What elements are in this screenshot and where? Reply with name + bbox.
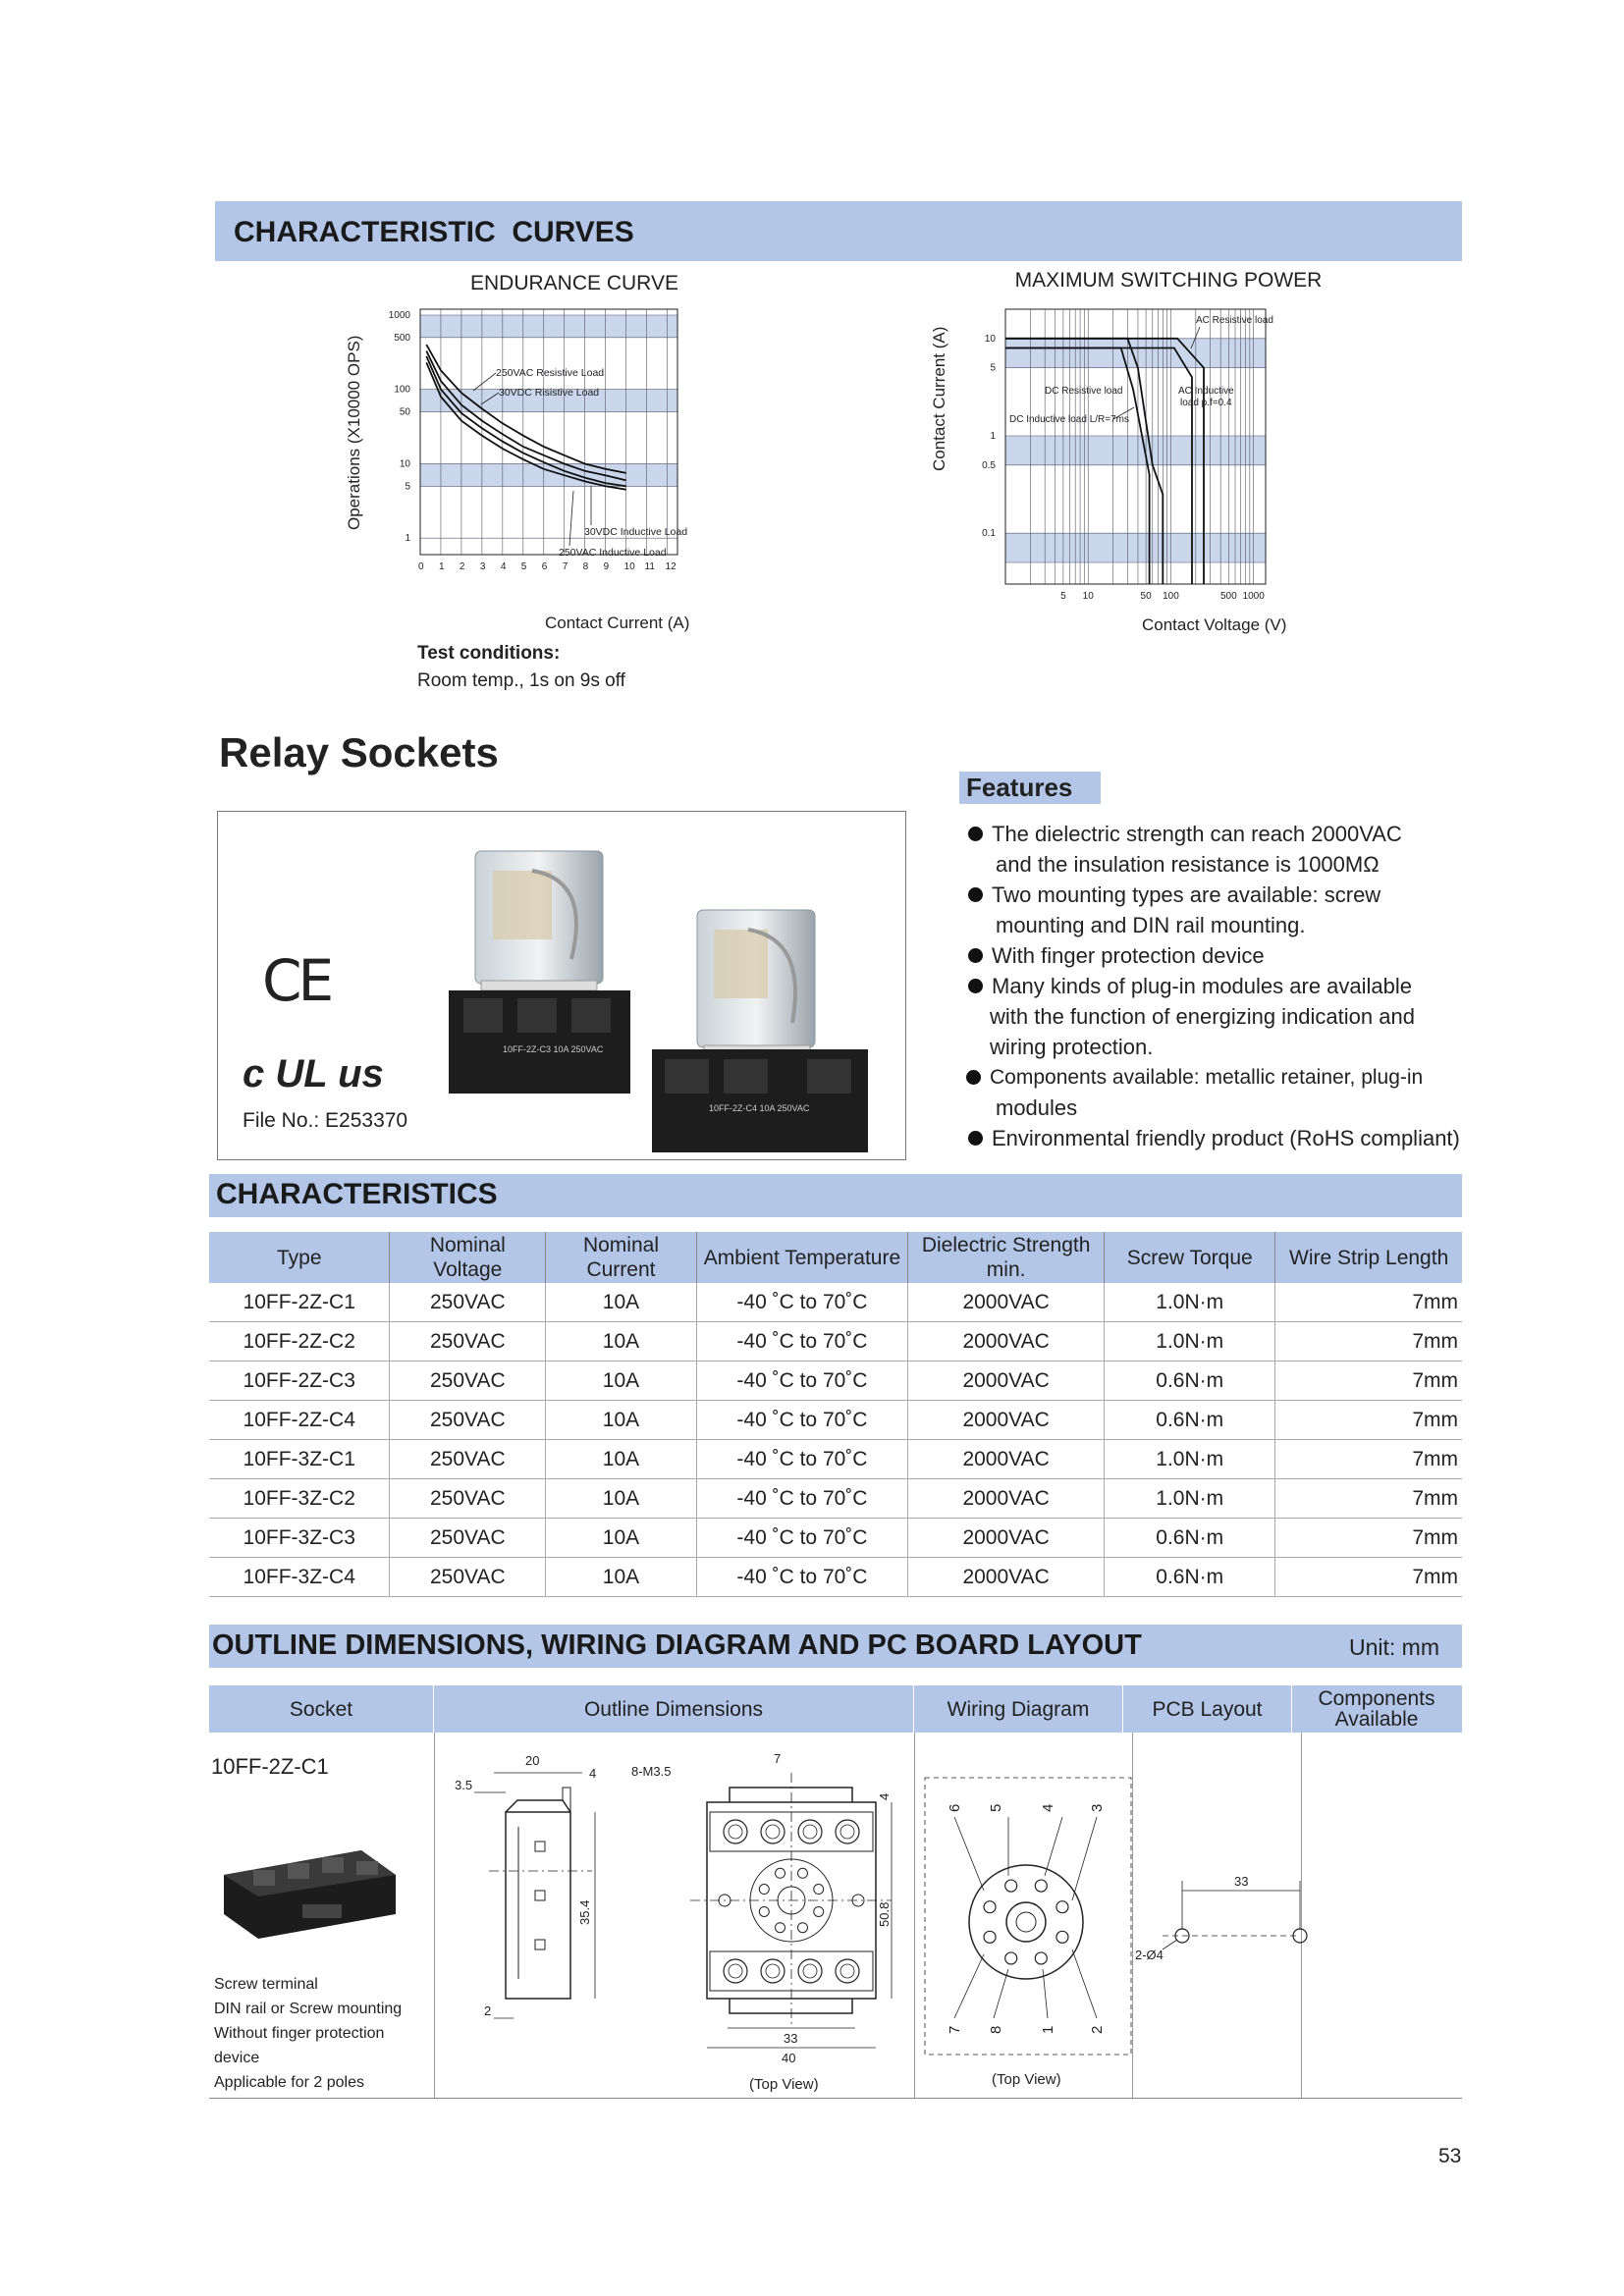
x-tick-label: 100 — [1163, 591, 1179, 602]
wiring-pin — [1035, 1952, 1047, 1964]
series-label: AC Resistive load — [1196, 315, 1273, 326]
bullet-icon — [968, 979, 983, 993]
dim-4a: 4 — [589, 1766, 597, 1781]
dim-4b: 4 — [877, 1792, 892, 1800]
hdr-components: Components Available — [1318, 1687, 1435, 1731]
th-ambient: Ambient Temperature — [696, 1232, 907, 1283]
y-tick-label: 500 — [394, 332, 410, 344]
table-cell: 1.0N·m — [1105, 1283, 1275, 1322]
table-cell: 250VAC — [390, 1519, 546, 1558]
terminal-screw — [761, 1820, 785, 1843]
socket-pin-hole — [776, 1923, 785, 1933]
x-tick-label: 5 — [520, 561, 527, 572]
dim-3-5: 3.5 — [455, 1778, 473, 1792]
table-cell: 10A — [546, 1362, 697, 1401]
feature-item-5-cont: modules — [996, 1095, 1078, 1120]
socket-note: DIN rail or Screw mounting — [214, 2001, 403, 2017]
table-cell: 0.6N·m — [1105, 1362, 1275, 1401]
wiring-pin-8: 8 — [988, 2025, 1004, 2034]
table-cell: 10FF-3Z-C2 — [209, 1479, 390, 1519]
table-cell: 10A — [546, 1479, 697, 1519]
dim-35-4: 35.4 — [577, 1899, 592, 1925]
y-tick-label: 10 — [984, 333, 996, 345]
endurance-chart-title: ENDURANCE CURVE — [470, 272, 678, 294]
wiring-diagram — [915, 1734, 1131, 2097]
table-cell: 2000VAC — [908, 1401, 1105, 1440]
feature-item-6: Environmental friendly product (RoHS compliant) — [992, 1123, 1460, 1153]
x-tick-label: 50 — [1140, 591, 1152, 602]
table-cell: 0.6N·m — [1105, 1401, 1275, 1440]
socket-pin-hole — [759, 1885, 769, 1895]
wiring-pin — [984, 1931, 996, 1943]
top-view — [690, 1773, 892, 2048]
wiring-top-view-label: (Top View) — [992, 2071, 1061, 2088]
hdr-socket: Socket — [209, 1685, 434, 1733]
table-cell: 2000VAC — [908, 1440, 1105, 1479]
table-bottom-line — [209, 2098, 1462, 2099]
table-cell: 10A — [546, 1519, 697, 1558]
pcb-hole-label: 2-Ø4 — [1135, 1948, 1164, 1962]
socket-note: Without finger protection — [214, 2025, 385, 2042]
table-cell: 10A — [546, 1558, 697, 1597]
x-tick-label: 500 — [1219, 591, 1237, 602]
bullet-icon — [966, 1070, 981, 1085]
wiring-pin-7: 7 — [947, 2025, 963, 2034]
switching-chart — [923, 294, 1335, 638]
x-tick-label: 0 — [418, 561, 424, 572]
y-tick-label: 0.5 — [982, 459, 996, 471]
socket-pin-hole — [814, 1906, 824, 1916]
terminal-screw-inner — [766, 1964, 780, 1978]
wiring-pin-2: 2 — [1089, 2025, 1106, 2034]
y-axis-label: Operations (X10000 OPS) — [345, 335, 363, 530]
hdr-pcb: PCB Layout — [1123, 1685, 1292, 1733]
table-row — [209, 1401, 1462, 1440]
bullet-icon — [968, 887, 983, 902]
table-cell: 10A — [546, 1322, 697, 1362]
series-label: 30VDC Risistive Load — [499, 387, 600, 399]
table-cell: 10FF-3Z-C1 — [209, 1440, 390, 1479]
terminal-screw — [836, 1959, 859, 1983]
table-cell: 2000VAC — [908, 1322, 1105, 1362]
socket-pin-hole — [814, 1885, 824, 1895]
wiring-pin-1: 1 — [1040, 2025, 1056, 2034]
socket-pin-hole — [759, 1906, 769, 1916]
table-cell: 1.0N·m — [1105, 1322, 1275, 1362]
series-label: DC Inductive load L/R=7ms — [1009, 414, 1130, 425]
terminal-screw — [724, 1820, 747, 1843]
ul-mark: c UL us — [243, 1052, 384, 1095]
table-cell: 250VAC — [390, 1440, 546, 1479]
terminal-screw-inner — [803, 1964, 817, 1978]
socket-note: Applicable for 2 poles — [214, 2074, 364, 2091]
bullet-icon — [968, 827, 983, 841]
series-label: AC Inductive — [1178, 386, 1234, 397]
y-tick-label: 0.1 — [982, 528, 996, 540]
table-cell: 250VAC — [390, 1362, 546, 1401]
y-tick-label: 1 — [405, 533, 410, 545]
y-tick-label: 50 — [399, 406, 410, 418]
wiring-pin — [1035, 1880, 1047, 1892]
endurance-chart — [334, 294, 746, 632]
th-torque: Screw Torque — [1105, 1232, 1275, 1283]
y-tick-label: 1 — [990, 431, 996, 443]
socket-note: Screw terminal — [214, 1976, 318, 1993]
series-label: 250VAC Inductive Load — [559, 547, 667, 559]
x-tick-label: 8 — [582, 561, 589, 572]
table-cell: 10FF-2Z-C4 — [209, 1401, 390, 1440]
product-image-box — [217, 811, 906, 1160]
table-cell: 10FF-2Z-C1 — [209, 1283, 390, 1322]
feature-item-1: The dielectric strength can reach 2000VAC — [992, 819, 1402, 849]
table-cell: 10A — [546, 1283, 697, 1322]
leader-line — [473, 373, 496, 391]
table-cell: 7mm — [1275, 1558, 1462, 1597]
wiring-pin — [1056, 1901, 1068, 1913]
dim-m35: 8-M3.5 — [631, 1764, 672, 1779]
table-cell: 250VAC — [390, 1479, 546, 1519]
table-cell: 7mm — [1275, 1362, 1462, 1401]
grid-band — [1005, 436, 1266, 465]
x-tick-label: 11 — [644, 561, 655, 572]
table-row — [209, 1479, 1462, 1519]
feature-item-3: With finger protection device — [992, 940, 1265, 971]
table-row — [209, 1558, 1462, 1597]
hdr-wiring: Wiring Diagram — [914, 1685, 1123, 1733]
x-axis-label: Contact Current (A) — [545, 614, 690, 632]
table-cell: 250VAC — [390, 1283, 546, 1322]
table-cell: 7mm — [1275, 1401, 1462, 1440]
th-dielectric: Dielectric Strength min. — [908, 1232, 1105, 1283]
terminal-screw-inner — [766, 1825, 780, 1839]
curves-section-title: CHARACTERISTIC CURVES — [234, 216, 634, 248]
table-row — [209, 1440, 1462, 1479]
dim-7: 7 — [774, 1751, 782, 1766]
x-tick-label: 4 — [500, 561, 507, 572]
socket-notes — [214, 1972, 402, 2095]
characteristics-table — [209, 1232, 1462, 1597]
table-cell: 0.6N·m — [1105, 1519, 1275, 1558]
socket-note: device — [214, 2050, 260, 2066]
terminal-screw — [836, 1820, 859, 1843]
test-conditions-title: Test conditions: — [417, 643, 561, 664]
terminal-screw — [724, 1959, 747, 1983]
feature-item-1-cont: and the insulation resistance is 1000MΩ — [996, 852, 1380, 877]
hdr-outline: Outline Dimensions — [434, 1685, 914, 1733]
switching-chart-title: MAXIMUM SWITCHING POWER — [1014, 269, 1323, 292]
relay-sockets-title: Relay Sockets — [219, 729, 499, 775]
series-label: 250VAC Resistive Load — [496, 367, 605, 379]
x-tick-label: 5 — [1060, 591, 1066, 602]
x-tick-label: 1000 — [1242, 591, 1265, 602]
pcb-layout — [1133, 1734, 1301, 2097]
grid-band — [420, 463, 677, 486]
table-row — [209, 1362, 1462, 1401]
wiring-pin — [1056, 1931, 1068, 1943]
features-title: Features — [966, 773, 1073, 802]
x-tick-label: 10 — [1082, 591, 1094, 602]
socket-print-1: 10FF-2Z-C3 10A 250VAC — [503, 1044, 604, 1054]
table-cell: 7mm — [1275, 1479, 1462, 1519]
table-cell: -40 ˚C to 70˚C — [696, 1440, 907, 1479]
feature-item-4-cont-b: wiring protection. — [990, 1035, 1154, 1059]
terminal-screw-inner — [840, 1964, 854, 1978]
feature-item-4: Many kinds of plug-in modules are available — [992, 971, 1412, 1001]
series-label: DC Resistive load — [1045, 386, 1123, 397]
feature-item-2: Two mounting types are available: screw — [992, 880, 1380, 910]
terminal-screw-inner — [729, 1825, 742, 1839]
terminal-screw — [761, 1959, 785, 1983]
y-tick-label: 5 — [990, 362, 996, 374]
y-tick-label: 1000 — [388, 309, 410, 321]
terminal-screw — [798, 1959, 822, 1983]
x-tick-label: 6 — [541, 561, 548, 572]
table-row — [209, 1283, 1462, 1322]
th-wire: Wire Strip Length — [1275, 1232, 1462, 1283]
y-axis-label: Contact Current (A) — [930, 326, 948, 471]
table-cell: -40 ˚C to 70˚C — [696, 1558, 907, 1597]
wiring-pin-3: 3 — [1089, 1803, 1106, 1812]
x-tick-label: 2 — [459, 561, 465, 572]
th-current: Nominal Current — [546, 1232, 697, 1283]
table-cell: 10FF-2Z-C3 — [209, 1362, 390, 1401]
wiring-pin-5: 5 — [988, 1803, 1004, 1812]
table-cell: 2000VAC — [908, 1362, 1105, 1401]
dim-40: 40 — [782, 2051, 796, 2065]
table-cell: -40 ˚C to 70˚C — [696, 1362, 907, 1401]
table-cell: 250VAC — [390, 1322, 546, 1362]
table-cell: 10A — [546, 1401, 697, 1440]
side-view — [474, 1773, 595, 2018]
y-tick-label: 5 — [405, 481, 410, 493]
terminal-screw-inner — [803, 1825, 817, 1839]
terminal-screw-inner — [729, 1964, 742, 1978]
feature-item-5: Components available: metallic retainer, plug-in — [990, 1062, 1423, 1093]
table-cell: 0.6N·m — [1105, 1558, 1275, 1597]
feature-item-4-cont-a: with the function of energizing indication and — [990, 1004, 1415, 1029]
characteristics-title: CHARACTERISTICS — [216, 1178, 498, 1210]
table-cell: 2000VAC — [908, 1479, 1105, 1519]
terminal-screw — [798, 1820, 822, 1843]
table-cell: 1.0N·m — [1105, 1440, 1275, 1479]
wiring-pin — [984, 1901, 996, 1913]
terminal-screw-inner — [840, 1825, 854, 1839]
table-cell: 10FF-2Z-C2 — [209, 1322, 390, 1362]
ce-mark: CE — [262, 947, 331, 1014]
wiring-pin — [1005, 1880, 1017, 1892]
x-tick-label: 12 — [665, 561, 677, 572]
table-cell: 1.0N·m — [1105, 1479, 1275, 1519]
table-cell: -40 ˚C to 70˚C — [696, 1283, 907, 1322]
wiring-pin — [1005, 1952, 1017, 1964]
table-cell: 10FF-3Z-C3 — [209, 1519, 390, 1558]
table-cell: 7mm — [1275, 1519, 1462, 1558]
wiring-pin-4: 4 — [1040, 1803, 1056, 1812]
dim-33: 33 — [784, 2031, 798, 2046]
dim-50-8: 50.8 — [877, 1901, 892, 1927]
table-cell: 7mm — [1275, 1283, 1462, 1322]
bullet-icon — [968, 1131, 983, 1146]
unit-label: Unit: mm — [1349, 1634, 1439, 1660]
table-cell: -40 ˚C to 70˚C — [696, 1401, 907, 1440]
th-type: Type — [209, 1232, 390, 1283]
table-cell: 250VAC — [390, 1401, 546, 1440]
bullet-icon — [968, 948, 983, 963]
socket-pin-hole — [776, 1868, 785, 1878]
feature-item-2-cont: mounting and DIN rail mounting. — [996, 913, 1306, 937]
test-conditions-text: Room temp., 1s on 9s off — [417, 670, 625, 691]
table-cell: 250VAC — [390, 1558, 546, 1597]
table-cell: 2000VAC — [908, 1519, 1105, 1558]
socket-pin-hole — [797, 1868, 807, 1878]
outline-dimensions-drawing — [435, 1734, 914, 2097]
dim-2: 2 — [484, 2003, 492, 2018]
table-row — [209, 1322, 1462, 1362]
outline-header — [209, 1685, 1462, 1733]
table-cell: 10A — [546, 1440, 697, 1479]
x-tick-label: 7 — [562, 561, 568, 572]
x-tick-label: 9 — [603, 561, 610, 572]
file-number: File No.: E253370 — [243, 1109, 408, 1132]
table-cell: -40 ˚C to 70˚C — [696, 1519, 907, 1558]
socket-print-2: 10FF-2Z-C4 10A 250VAC — [709, 1103, 810, 1113]
col-divider — [1301, 1733, 1302, 2098]
socket-photo — [214, 1836, 401, 1944]
x-tick-label: 10 — [623, 561, 635, 572]
y-tick-label: 100 — [394, 384, 410, 396]
x-tick-label: 3 — [479, 561, 486, 572]
table-cell: 2000VAC — [908, 1283, 1105, 1322]
y-tick-label: 10 — [399, 458, 410, 470]
wiring-pin-6: 6 — [947, 1803, 963, 1812]
dim-20: 20 — [525, 1753, 540, 1768]
th-voltage: Nominal Voltage — [390, 1232, 546, 1283]
table-cell: 10FF-3Z-C4 — [209, 1558, 390, 1597]
table-cell: -40 ˚C to 70˚C — [696, 1322, 907, 1362]
outline-title: OUTLINE DIMENSIONS, WIRING DIAGRAM AND PC BOARD LAYOUT — [212, 1629, 1142, 1661]
table-cell: 7mm — [1275, 1322, 1462, 1362]
page-number: 53 — [1438, 2145, 1462, 2167]
top-view-label: (Top View) — [749, 2076, 819, 2093]
table-header-row — [209, 1232, 1462, 1283]
grid-band — [420, 315, 677, 338]
plot-frame — [420, 309, 677, 555]
series-label: 30VDC Inductive Load — [584, 526, 688, 538]
socket-name: 10FF-2Z-C1 — [211, 1754, 329, 1779]
leader-line — [569, 491, 573, 546]
grid-band — [1005, 533, 1266, 562]
series-label: load p.f=0.4 — [1180, 398, 1232, 408]
table-cell: 7mm — [1275, 1440, 1462, 1479]
table-row — [209, 1519, 1462, 1558]
socket-pin-hole — [797, 1923, 807, 1933]
pcb-dim-33: 33 — [1234, 1874, 1249, 1889]
x-axis-label: Contact Voltage (V) — [1142, 615, 1287, 634]
table-cell: -40 ˚C to 70˚C — [696, 1479, 907, 1519]
x-tick-label: 1 — [438, 561, 445, 572]
table-cell: 2000VAC — [908, 1558, 1105, 1597]
